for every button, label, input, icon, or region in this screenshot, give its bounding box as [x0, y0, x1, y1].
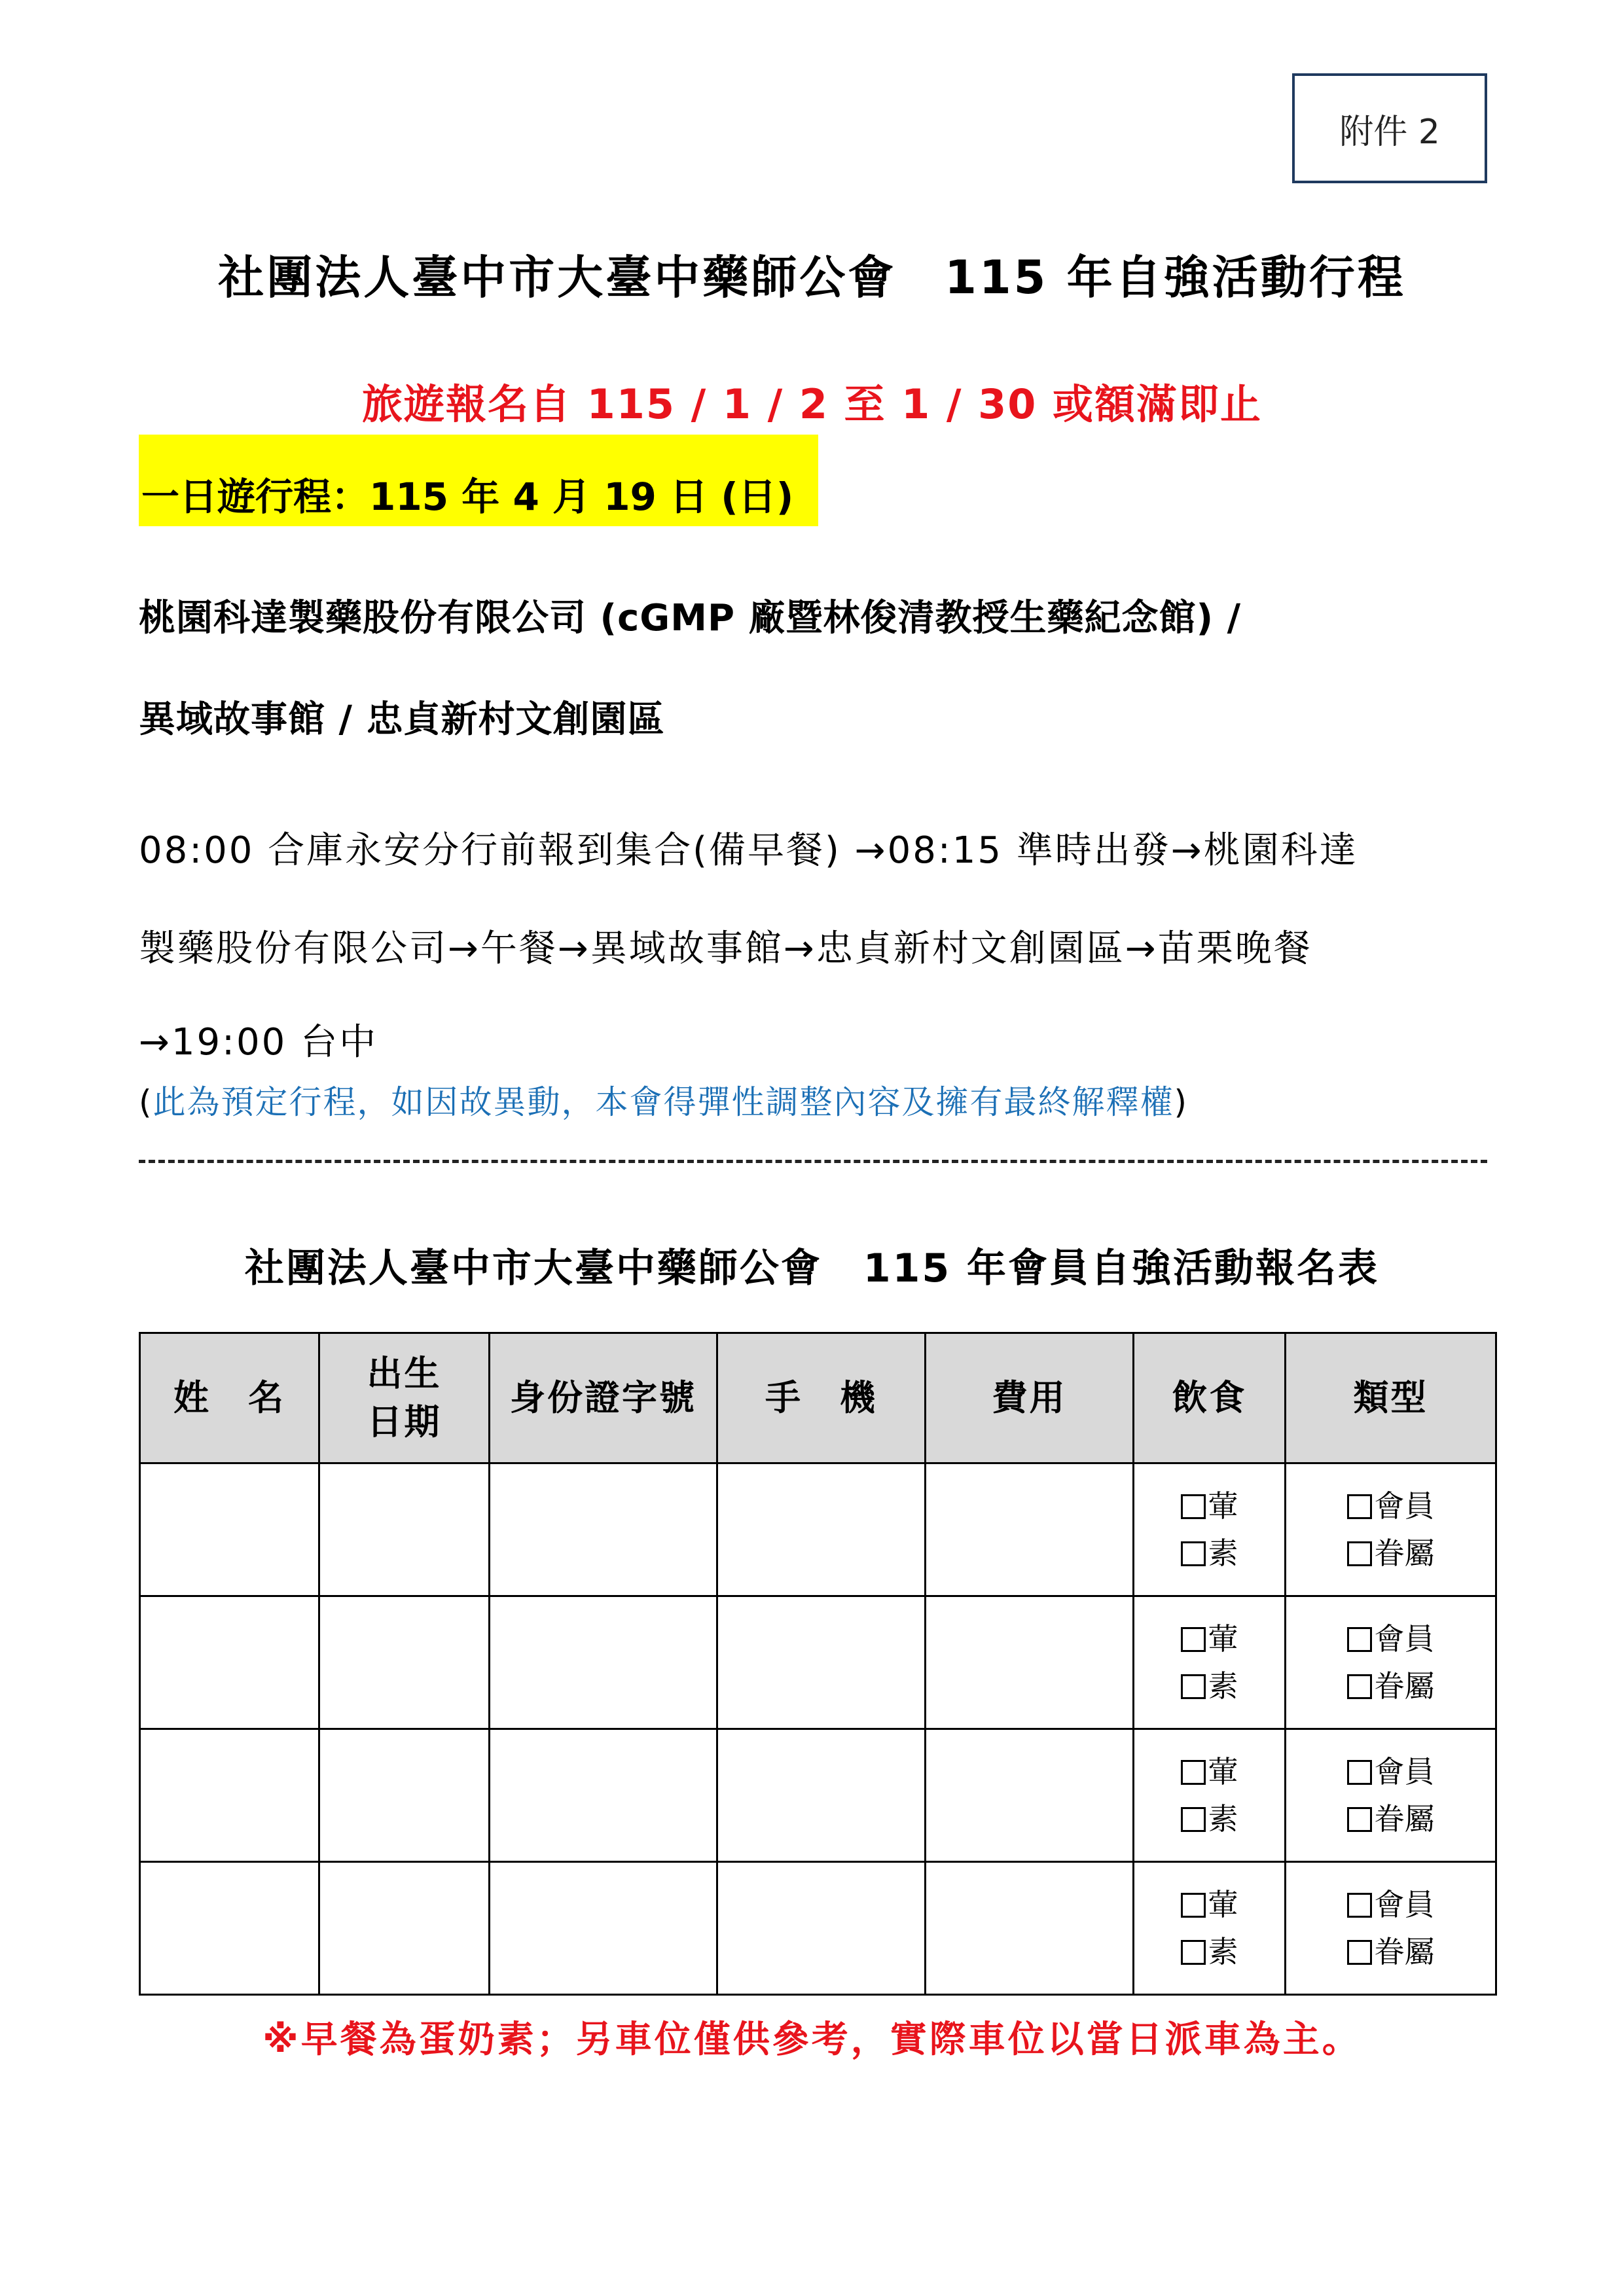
diet-cell [1134, 1463, 1286, 1596]
diet-cell [1134, 1729, 1286, 1862]
diet-option-label: 素 [1208, 1934, 1238, 1969]
type-cell [1286, 1463, 1496, 1596]
itinerary-line-1: 08:00 合庫永安分行前報到集合(備早餐) →08:15 準時出發→桃園科達 [139, 829, 1358, 872]
type-option-label: 會員 [1374, 1621, 1435, 1657]
table-row [140, 1729, 1496, 1862]
diet-option[interactable] [1134, 1795, 1284, 1842]
registration-table-body [140, 1463, 1496, 1995]
checkbox-icon[interactable] [1181, 1541, 1206, 1566]
type-cell [1286, 1862, 1496, 1995]
name-cell[interactable] [140, 1463, 319, 1596]
checkbox-icon[interactable] [1347, 1940, 1372, 1965]
header-type: 類型 [1286, 1333, 1496, 1463]
type-option[interactable] [1286, 1795, 1495, 1842]
header-birth-line2: 日期 [367, 1401, 442, 1443]
id-number-cell[interactable] [490, 1862, 717, 1995]
diet-cell [1134, 1596, 1286, 1729]
note-text: 此為預定行程，如因故異動，本會得彈性調整內容及擁有最終解釋權 [153, 1083, 1174, 1121]
type-option-label: 眷屬 [1374, 1801, 1435, 1837]
header-name: 姓 名 [140, 1333, 319, 1463]
diet-option[interactable] [1134, 1482, 1284, 1530]
destination-line-2: 異域故事館 / 忠貞新村文創園區 [139, 698, 665, 741]
table-row [140, 1862, 1496, 1995]
type-cell [1286, 1729, 1496, 1862]
type-option-label: 會員 [1374, 1754, 1435, 1789]
diet-option-label: 葷 [1208, 1488, 1238, 1524]
diet-option[interactable] [1134, 1881, 1284, 1928]
type-option[interactable] [1286, 1928, 1495, 1975]
day-trip-text: 一日遊行程：115 年 4 月 19 日 (日) [141, 475, 794, 519]
checkbox-icon[interactable] [1347, 1893, 1372, 1918]
cut-line-divider [139, 1160, 1487, 1163]
type-option[interactable] [1286, 1615, 1495, 1662]
table-header-row [140, 1333, 1496, 1463]
name-cell[interactable] [140, 1729, 319, 1862]
type-option[interactable] [1286, 1881, 1495, 1928]
phone-cell[interactable] [717, 1463, 926, 1596]
type-option-label: 眷屬 [1374, 1668, 1435, 1704]
type-option[interactable] [1286, 1748, 1495, 1795]
checkbox-icon[interactable] [1181, 1760, 1206, 1785]
destination-line-1: 桃園科達製藥股份有限公司 (cGMP 廠暨林俊清教授生藥紀念館) / [139, 597, 1242, 639]
fee-cell[interactable] [926, 1463, 1134, 1596]
table-row [140, 1463, 1496, 1596]
diet-option-label: 素 [1208, 1535, 1238, 1571]
phone-cell[interactable] [717, 1596, 926, 1729]
header-fee: 費用 [926, 1333, 1134, 1463]
checkbox-icon[interactable] [1181, 1940, 1206, 1965]
diet-option[interactable] [1134, 1928, 1284, 1975]
schedule-note [139, 1076, 1188, 1123]
checkbox-icon[interactable] [1347, 1760, 1372, 1785]
checkbox-icon[interactable] [1347, 1541, 1372, 1566]
diet-option-label: 素 [1208, 1668, 1238, 1704]
phone-cell[interactable] [717, 1729, 926, 1862]
footer-note: ※早餐為蛋奶素；另車位僅供參考，實際車位以當日派車為主。 [262, 2018, 1362, 2061]
note-close-paren: ) [1174, 1083, 1189, 1121]
checkbox-icon[interactable] [1181, 1893, 1206, 1918]
type-option-label: 眷屬 [1374, 1535, 1435, 1571]
page-title: 社團法人臺中市大臺中藥師公會 115 年自強活動行程 [218, 251, 1406, 304]
id-number-cell[interactable] [490, 1729, 717, 1862]
type-option-label: 會員 [1374, 1488, 1435, 1524]
itinerary-line-2: 製藥股份有限公司→午餐→異域故事館→忠貞新村文創園區→苗栗晚餐 [139, 927, 1312, 970]
fee-cell[interactable] [926, 1862, 1134, 1995]
fee-cell[interactable] [926, 1729, 1134, 1862]
fee-cell[interactable] [926, 1596, 1134, 1729]
diet-option[interactable] [1134, 1662, 1284, 1710]
attachment-label-box [1292, 73, 1487, 183]
diet-option-label: 素 [1208, 1801, 1238, 1837]
diet-option[interactable] [1134, 1530, 1284, 1577]
type-option-label: 眷屬 [1374, 1934, 1435, 1969]
name-cell[interactable] [140, 1862, 319, 1995]
checkbox-icon[interactable] [1347, 1674, 1372, 1699]
checkbox-icon[interactable] [1181, 1674, 1206, 1699]
itinerary-line-3: →19:00 台中 [139, 1021, 378, 1064]
form-title: 社團法人臺中市大臺中藥師公會 115 年會員自強活動報名表 [244, 1246, 1380, 1291]
checkbox-icon[interactable] [1347, 1807, 1372, 1832]
attachment-label: 附件 2 [1339, 112, 1440, 152]
type-option[interactable] [1286, 1662, 1495, 1710]
checkbox-icon[interactable] [1347, 1627, 1372, 1652]
header-phone: 手 機 [717, 1333, 926, 1463]
signup-period: 旅遊報名自 115 / 1 / 2 至 1 / 30 或額滿即止 [362, 380, 1262, 428]
header-diet: 飲食 [1134, 1333, 1286, 1463]
day-trip-date [139, 435, 818, 526]
table-row [140, 1596, 1496, 1729]
header-birth-date [319, 1333, 490, 1463]
name-cell[interactable] [140, 1596, 319, 1729]
birth-date-cell[interactable] [319, 1463, 490, 1596]
type-option[interactable] [1286, 1530, 1495, 1577]
note-open-paren: ( [139, 1083, 153, 1121]
checkbox-icon[interactable] [1181, 1627, 1206, 1652]
diet-option[interactable] [1134, 1748, 1284, 1795]
checkbox-icon[interactable] [1181, 1494, 1206, 1519]
diet-option-label: 葷 [1208, 1754, 1238, 1789]
diet-cell [1134, 1862, 1286, 1995]
header-birth-line1: 出生 [367, 1353, 442, 1394]
type-option[interactable] [1286, 1482, 1495, 1530]
type-cell [1286, 1596, 1496, 1729]
diet-option[interactable] [1134, 1615, 1284, 1662]
type-option-label: 會員 [1374, 1887, 1435, 1922]
birth-date-cell[interactable] [319, 1596, 490, 1729]
diet-option-label: 葷 [1208, 1887, 1238, 1922]
header-id-number: 身份證字號 [490, 1333, 717, 1463]
diet-option-label: 葷 [1208, 1621, 1238, 1657]
registration-table [139, 1332, 1497, 1996]
phone-cell[interactable] [717, 1862, 926, 1995]
birth-date-cell[interactable] [319, 1862, 490, 1995]
id-number-cell[interactable] [490, 1463, 717, 1596]
id-number-cell[interactable] [490, 1596, 717, 1729]
checkbox-icon[interactable] [1347, 1494, 1372, 1519]
birth-date-cell[interactable] [319, 1729, 490, 1862]
checkbox-icon[interactable] [1181, 1807, 1206, 1832]
